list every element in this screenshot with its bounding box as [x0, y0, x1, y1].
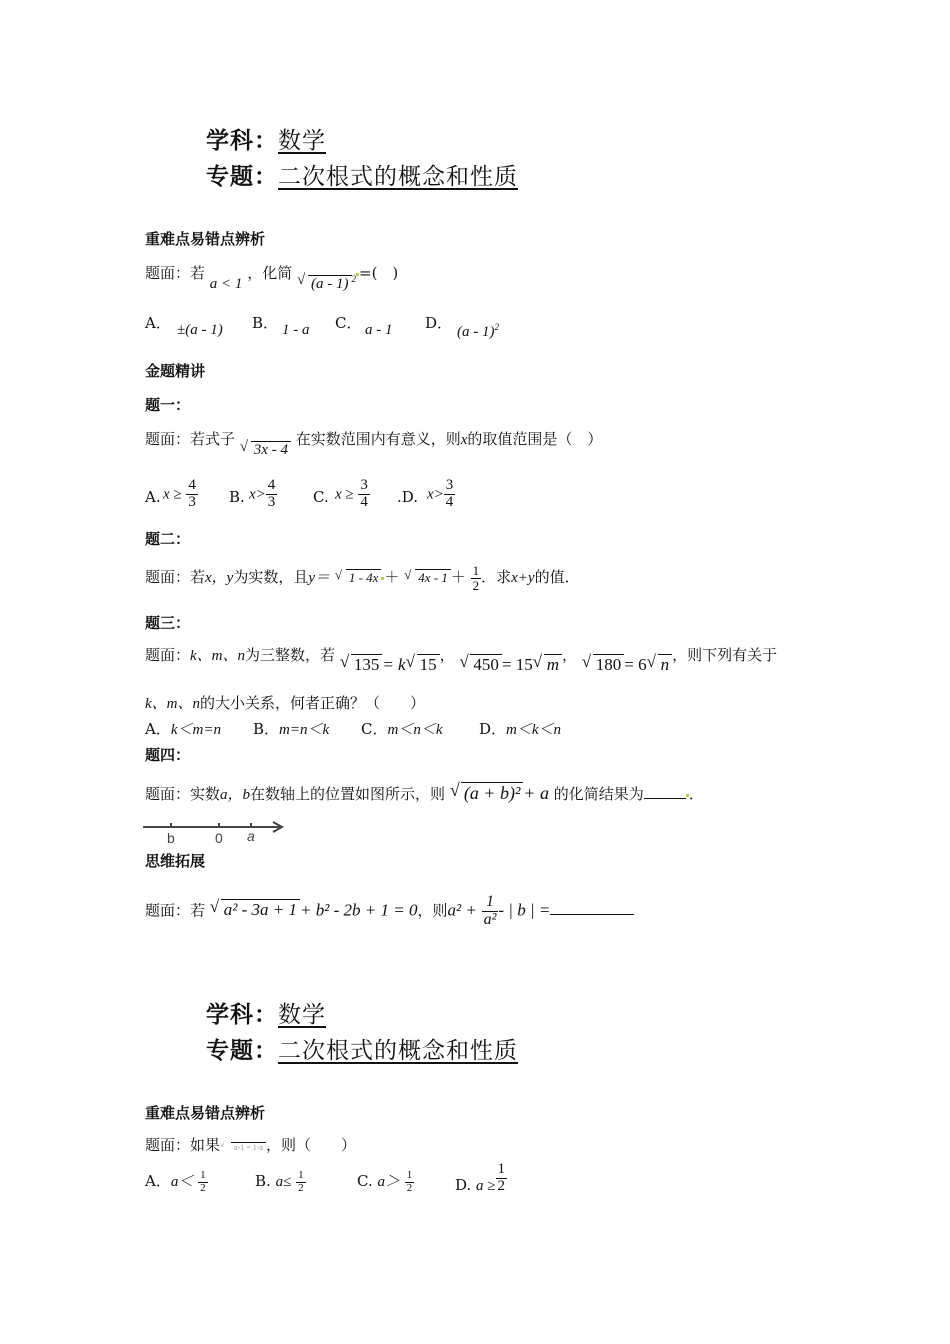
text-fragment: ，则: [417, 901, 448, 920]
question-text: [145, 428, 603, 458]
option-b[interactable]: [255, 1170, 306, 1194]
radicand: 180: [593, 654, 625, 675]
text-fragment: ，则（ ）: [265, 1136, 356, 1154]
option-a[interactable]: [163, 478, 198, 511]
text-fragment: 的值．: [534, 568, 580, 587]
text-fragment: 题面：如果: [145, 1136, 221, 1154]
label-a: a: [247, 828, 255, 844]
option-label: B.: [229, 488, 245, 506]
numerator: 1: [482, 894, 499, 912]
option-label: D．: [425, 314, 453, 332]
radicand: 135: [351, 654, 383, 675]
options-row: [145, 1162, 745, 1204]
equation-rhs: = 6: [624, 655, 647, 674]
radical: √ (a - 1) $^2$: [297, 274, 356, 293]
relation: x>: [249, 486, 266, 503]
question-title: 题二：: [145, 530, 191, 548]
denominator: 2: [298, 1181, 304, 1194]
radicand: (a + b)²: [461, 782, 524, 804]
radicand: a² - 3a + 1: [221, 899, 300, 920]
radicand: 15: [417, 654, 440, 675]
section-title: 重难点易错点辨析: [145, 1104, 266, 1122]
fraction: [198, 1170, 208, 1194]
option-a[interactable]: [145, 1170, 208, 1194]
fraction: [186, 478, 198, 511]
section-title: 金题精讲: [145, 362, 206, 380]
text-fragment: 题面：若: [145, 264, 206, 282]
option-c[interactable]: a - 1: [365, 322, 393, 338]
numerator: 1: [472, 563, 480, 578]
answer-blank[interactable]: [550, 914, 634, 915]
equation-rhs: = 15: [501, 655, 533, 674]
text-fragment: ．求: [481, 568, 512, 587]
text-fragment: 题面：实数: [145, 785, 221, 803]
radical: [459, 654, 502, 675]
question-title: 题四：: [145, 746, 191, 764]
radical: [340, 654, 383, 675]
fraction: [471, 564, 482, 592]
expression: a² +: [447, 900, 477, 920]
question-text: [145, 1134, 356, 1155]
numerator: 3: [360, 477, 368, 493]
option-label: B.: [255, 1172, 271, 1191]
denominator: 3: [267, 493, 276, 510]
option-d[interactable]: [455, 1162, 507, 1195]
subject-value: 数学: [278, 1002, 326, 1028]
numerator: 1: [406, 1169, 413, 1181]
text-fragment: ，则下列有关于: [672, 646, 778, 664]
options-row: [145, 718, 745, 740]
denominator: 2: [472, 577, 480, 593]
equation-rhs: = k: [382, 655, 406, 674]
variables: a，b: [220, 787, 251, 803]
numerator: 3: [445, 477, 454, 493]
question-text-line2: [145, 692, 425, 713]
text-fragment: 为三整数，若: [245, 646, 336, 664]
denominator: 4: [445, 493, 454, 510]
radicand: 4x - 1: [415, 569, 451, 586]
topic-label: 专题：: [206, 163, 278, 190]
answer-blank[interactable]: [644, 798, 686, 799]
numerator: 1: [200, 1169, 206, 1181]
option-text: k＜m=n: [170, 722, 221, 738]
text-fragment: =( ): [359, 264, 399, 282]
fraction: [405, 1170, 415, 1194]
option-text: m=n＜k: [279, 722, 330, 738]
question-text: [145, 564, 580, 592]
option-label: D.: [455, 1176, 472, 1195]
radicand: n: [658, 654, 673, 675]
option-label: C.: [357, 1172, 373, 1191]
option-label: A．: [145, 1172, 171, 1191]
text-fragment: 题面：若: [145, 568, 206, 587]
relation: a＞: [377, 1174, 401, 1191]
option-d[interactable]: (a - 1)$^2$: [457, 322, 499, 340]
radicand: 3x - 4: [251, 441, 291, 459]
option-d-text: (a - 1): [457, 324, 495, 340]
numerator: 4: [188, 477, 196, 493]
text-fragment: 在实数范围内有意义，则: [295, 430, 461, 448]
subject-line: [206, 122, 326, 155]
equation: [624, 655, 672, 674]
text-fragment: 题面：若: [145, 901, 206, 920]
fraction: [482, 894, 499, 929]
fraction: [296, 1170, 306, 1194]
text-fragment: 的取值范围是（ ）: [467, 430, 603, 448]
options-row: [145, 478, 745, 524]
equation: [502, 655, 562, 674]
topic-value: 二次根式的概念和性质: [278, 164, 518, 190]
subject-label: 学科：: [206, 1001, 278, 1028]
relation: a ≥: [476, 1178, 496, 1195]
relation: x ≥: [163, 486, 182, 503]
text-fragment: 题面：若式子: [145, 430, 236, 448]
text-fragment: 的大小关系，何者正确？（ ）: [200, 694, 426, 712]
option-text: m＜n＜k: [387, 722, 443, 738]
option-label: B．: [252, 314, 279, 332]
numerator: 1: [298, 1169, 304, 1181]
option-b[interactable]: [253, 718, 329, 739]
topic-line: [206, 158, 518, 191]
option-label: B．: [253, 720, 280, 738]
option-c[interactable]: [361, 718, 442, 739]
option-b[interactable]: 1 - a: [282, 322, 310, 338]
denominator: 4: [360, 493, 368, 510]
option-label: .D.: [397, 488, 419, 506]
option-label: A．: [145, 720, 171, 738]
fraction: [266, 478, 278, 511]
operator: ＋: [384, 568, 400, 587]
relation: a＜: [170, 1174, 194, 1191]
denominator: 2: [497, 1177, 506, 1194]
denominator: 2: [406, 1181, 413, 1194]
section-title: 重难点易错点辨析: [145, 230, 266, 248]
question-text: 题面：k、m、n为三整数，若 √ 135 = k√ 15 ， √ 450 = 15√ m ， √ 180 = 6√ n ，则下列有关于: [145, 644, 777, 665]
radical: [335, 569, 382, 586]
option-label: D．: [479, 720, 507, 738]
radical: [240, 441, 291, 459]
question-text: [145, 782, 704, 804]
option-label: C．: [361, 720, 388, 738]
operator: + a: [523, 783, 550, 803]
topic-value: 二次根式的概念和性质: [278, 1038, 518, 1064]
topic-line: [206, 1032, 518, 1065]
radical: [582, 654, 625, 675]
fraction: [358, 478, 370, 511]
option-label: C．: [335, 314, 362, 332]
label-b: b: [167, 830, 175, 846]
option-a[interactable]: ±(a - 1): [177, 322, 223, 338]
denominator: 2: [200, 1181, 206, 1194]
fraction: [496, 1162, 508, 1195]
operator: ＋: [450, 568, 466, 587]
text-fragment: 为实数，且: [233, 568, 309, 587]
variables: k、m、n: [145, 696, 200, 712]
options-row: [145, 312, 745, 342]
option-b[interactable]: [249, 478, 277, 511]
condition: a < 1: [209, 276, 243, 292]
numerator: 1: [497, 1161, 506, 1177]
text-fragment: 题面：: [145, 646, 191, 664]
option-d[interactable]: [479, 718, 561, 739]
relation: a≤: [275, 1174, 292, 1191]
number-line: [143, 818, 293, 846]
radical: [450, 782, 524, 804]
radical: [404, 569, 451, 586]
variables: k、m、n: [190, 648, 246, 664]
option-text: m＜k＜n: [506, 722, 562, 738]
numerator: 4: [267, 477, 276, 493]
question-title: 题一：: [145, 396, 191, 414]
radicand: (a - 1): [308, 275, 352, 293]
option-label: C.: [313, 488, 329, 506]
fraction: [444, 478, 456, 511]
label-0: 0: [215, 830, 223, 846]
text-fragment: ，化简: [247, 264, 293, 282]
radical: [210, 899, 300, 920]
relation: x>: [427, 486, 444, 503]
section-title: 思维拓展: [145, 852, 206, 870]
radicand: 1 - 4x: [346, 569, 382, 586]
subject-label: 学科：: [206, 127, 278, 154]
subject-value: 数学: [278, 128, 326, 154]
equation: [382, 655, 439, 674]
subject-line: [206, 996, 326, 1029]
expression: x+y: [511, 570, 535, 587]
option-label: A.: [145, 488, 161, 506]
variables: x，y: [205, 570, 234, 587]
topic-label: 专题：: [206, 1037, 278, 1064]
variable: x: [460, 432, 468, 448]
radical: [220, 1142, 266, 1152]
equation-rest: + b² - 2b + 1 = 0: [300, 900, 418, 920]
radicand: 450: [470, 654, 502, 675]
question-text: [145, 894, 634, 929]
option-label: A．: [145, 314, 171, 332]
radicand: m: [544, 654, 562, 675]
text-fragment: 在数轴上的位置如图所示，则: [250, 785, 446, 803]
expression: - | b | =: [498, 900, 551, 920]
text-fragment: 的化简结果为: [553, 785, 644, 803]
radicand: a-1 = 1-a: [231, 1142, 266, 1152]
relation: x ≥: [335, 486, 354, 503]
option-c[interactable]: [335, 478, 370, 511]
denominator: a²: [483, 910, 497, 928]
equation-start: y＝: [308, 570, 331, 587]
option-c[interactable]: [357, 1170, 414, 1194]
denominator: 3: [188, 493, 196, 510]
option-a[interactable]: [145, 718, 221, 739]
question-title: 题三：: [145, 614, 191, 632]
option-d[interactable]: [427, 478, 455, 511]
question-text: [145, 262, 399, 292]
text-fragment: ．: [688, 785, 704, 803]
